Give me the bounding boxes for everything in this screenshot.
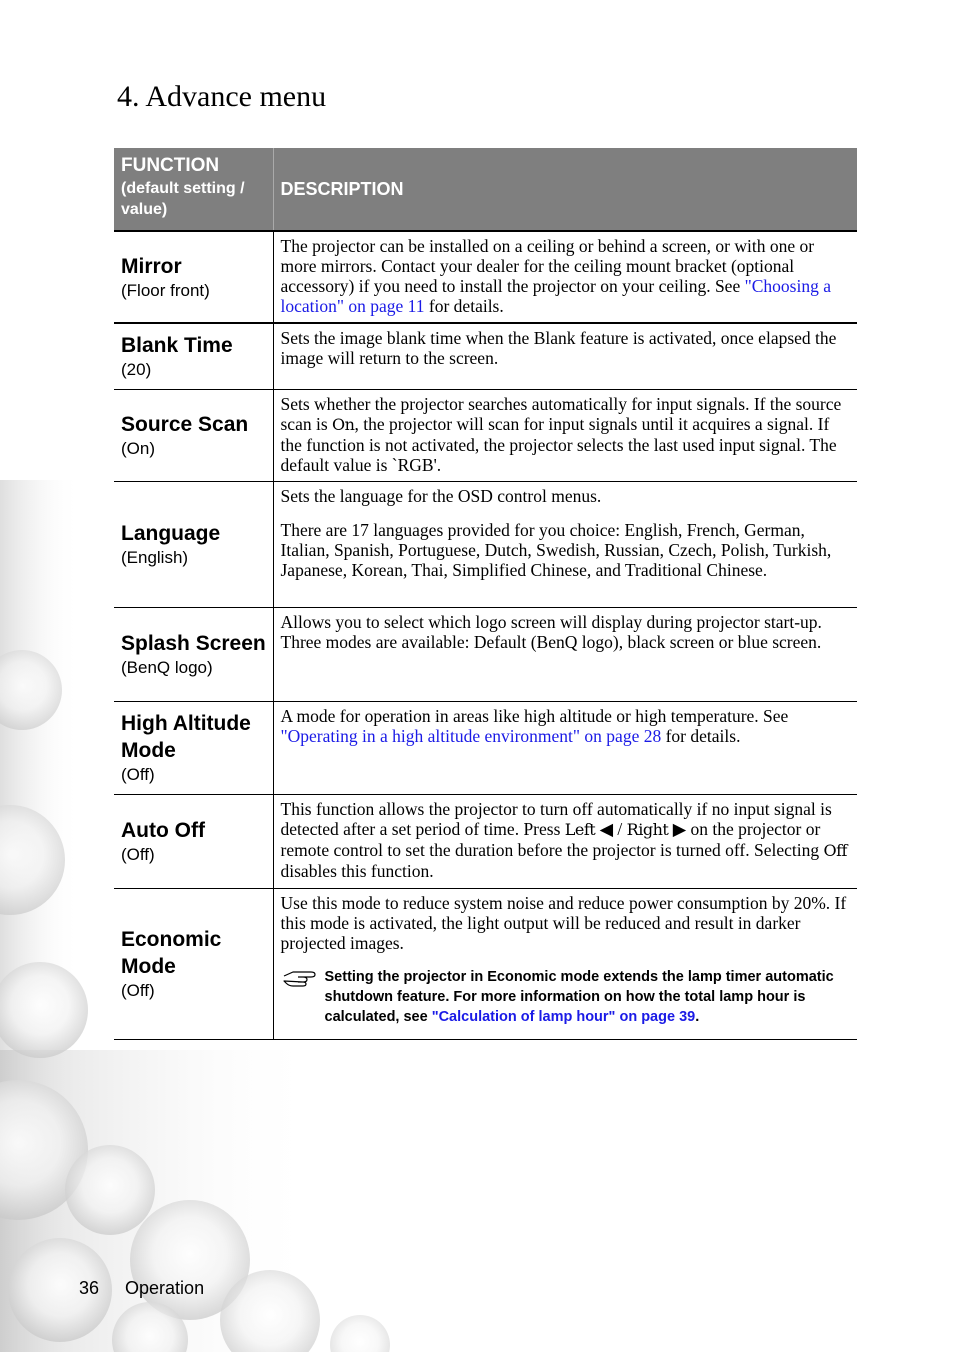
description-text: on the projector or remote control to set the duration before the projector is turned off. Selecting [280, 818, 824, 860]
hand-pointing-icon [281, 967, 325, 1027]
note-text [325, 967, 850, 1027]
description-cell [273, 888, 857, 1039]
header-function-sub: (default setting / value) [121, 180, 245, 218]
description-text: This function allows the projector to turn off automatically if no input signal is detected after a set period of time. Press [280, 798, 832, 839]
table-row-language [114, 481, 857, 607]
header-function [114, 148, 273, 231]
left-arrow-icon: ◀ / [595, 818, 627, 839]
header-function-label: FUNCTION [121, 155, 220, 176]
description-text: Sets the image blank time when the Blank feature is activated, once elapsed the image will return to the screen. [280, 328, 837, 368]
function-cell [114, 607, 273, 701]
description-paragraph: Sets the language for the OSD control menus. [280, 485, 602, 506]
description-cell [273, 607, 857, 701]
function-name: Mirror [121, 254, 182, 278]
function-name: Blank Time [121, 333, 233, 357]
keyword-left: Left [564, 819, 596, 839]
function-name: Economic Mode [121, 927, 222, 978]
page-title: 4. Advance menu [117, 80, 327, 113]
function-name: Language [121, 521, 221, 545]
table-row-high-altitude-mode [114, 701, 857, 794]
function-cell [114, 389, 273, 481]
keyword-off: Off [823, 840, 847, 860]
note-box [281, 967, 850, 1027]
description-cell [273, 794, 857, 888]
function-default: (20) [121, 359, 152, 379]
function-cell [114, 701, 273, 794]
description-cell [273, 481, 857, 607]
function-default: (Off) [121, 764, 155, 784]
description-cell [273, 701, 857, 794]
advance-menu-table [114, 148, 857, 1040]
header-description: DESCRIPTION [273, 148, 857, 231]
function-cell [114, 888, 273, 1039]
description-text: Sets whether the projector searches automatically for input signals. If the source scan is [280, 393, 842, 434]
function-name: Auto Off [121, 818, 205, 842]
function-cell [114, 481, 273, 607]
description-cell [273, 389, 857, 481]
function-cell [114, 794, 273, 888]
function-default: (On) [121, 438, 155, 458]
section-name: Operation [125, 1278, 205, 1298]
cross-reference-link[interactable]: "Operating in a high altitude environment" on page 28 [280, 725, 662, 746]
page-footer [79, 1278, 204, 1299]
note-body: Setting the projector in Economic mode extends the lamp timer automatic shutdown feature. For more information on how the total lamp hour is calculated, see [324, 968, 834, 1025]
function-name: Splash Screen [121, 631, 266, 655]
description-text: Allows you to select which logo screen will display during projector start-up. Three modes are available: Default (BenQ logo), black screen or blue screen. [280, 611, 822, 652]
description-text: A mode for operation in areas like high altitude or high temperature. See [280, 705, 789, 726]
function-name: High Altitude Mode [121, 711, 251, 762]
keyword-on: On [332, 414, 355, 434]
function-default: (BenQ logo) [121, 657, 213, 677]
page-number: 36 [79, 1278, 100, 1298]
table-row-blank-time [114, 323, 857, 389]
function-cell [114, 231, 273, 323]
function-name: Source Scan [121, 412, 249, 436]
function-default: (Off) [121, 844, 155, 864]
description-text: , the projector will scan for input signals until it acquires a signal. If the function is not activated, the projector selects the last used input signal. The default value is `RGB'. [280, 413, 837, 475]
function-default: (English) [121, 547, 189, 567]
description-text: The projector can be installed on a ceiling or behind a screen, or with one or more mirrors. Contact your dealer for the ceiling mount bracket (optional accessory) if you need to install the projector on your ceiling. See [280, 236, 815, 296]
note-body: . [695, 1008, 700, 1025]
description-text: Use this mode to reduce system noise and reduce power consumption by 20%. If this mode is activated, the light output will be reduced and result in darker projected images. [280, 892, 847, 953]
function-cell [114, 323, 273, 389]
description-paragraph: There are 17 languages provided for you choice: English, French, German, Italian, Spanish, Portuguese, Dutch, Swedish, Russian, Czech, Polish, Turkish, Japanese, Korean, Thai, Simplified Chinese, and Traditional Chinese. [280, 519, 832, 580]
table-row-economic-mode [114, 888, 857, 1039]
table-row-auto-off [114, 794, 857, 888]
table-row-splash-screen [114, 607, 857, 701]
description-text: for details. [661, 725, 741, 746]
right-arrow-icon: ▶ [668, 818, 687, 839]
table-header-row [114, 148, 857, 231]
table-row-source-scan [114, 389, 857, 481]
cross-reference-link[interactable]: "Calculation of lamp hour" on page 39 [431, 1008, 696, 1025]
function-default: (Off) [121, 980, 155, 1000]
description-cell [273, 323, 857, 389]
description-text: for details. [424, 296, 504, 316]
cross-reference-link[interactable]: "Choosing a location" on page 11 [280, 276, 831, 316]
function-default: (Floor front) [121, 280, 210, 300]
keyword-right: Right [626, 819, 669, 839]
table-row-mirror [114, 231, 857, 323]
description-cell [273, 231, 857, 323]
description-text: disables this function. [280, 860, 434, 881]
